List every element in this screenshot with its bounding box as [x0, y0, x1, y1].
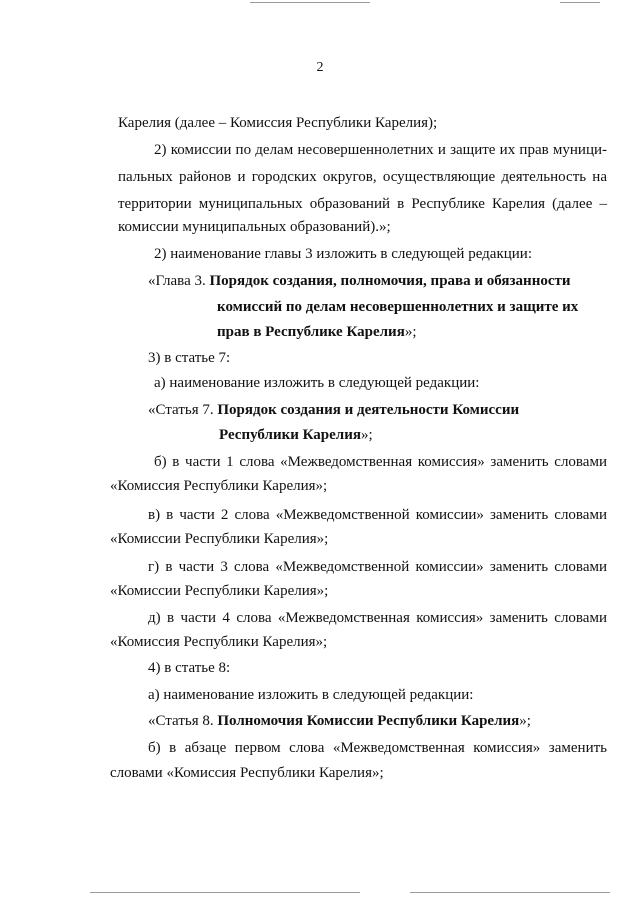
- scan-edge-mark: [250, 2, 370, 3]
- text-line: комиссии муниципальных образований).»;: [118, 219, 391, 235]
- text-line: пальных районов и городских округов, осуществляющие деятельность на: [118, 169, 607, 185]
- text-line: 4) в статье 8:: [148, 660, 231, 676]
- chapter-title: Порядок создания, полномочия, права и обязанности: [209, 273, 571, 289]
- text-line: г) в части 3 слова «Межведомственной комиссии» заменить словами: [148, 559, 607, 575]
- article-suffix: »;: [519, 713, 531, 729]
- article-prefix: «Статья 7.: [148, 402, 218, 418]
- text-line: территории муниципальных образований в Республике Карелия (далее –: [118, 196, 607, 212]
- chapter-heading-line: [148, 272, 571, 290]
- scan-edge-mark: [410, 892, 610, 893]
- article-suffix: »;: [360, 427, 373, 443]
- text-line: «Комиссии Республики Карелия»;: [110, 531, 329, 547]
- chapter-title: прав в Республике Карелия: [217, 324, 405, 340]
- text-line: 2) наименование главы 3 изложить в следующей редакции:: [154, 246, 532, 262]
- text-line: в) в части 2 слова «Межведомственной комиссии» заменить словами: [148, 507, 607, 523]
- text-line: 3) в статье 7:: [148, 350, 231, 366]
- text-line: «Комиссия Республики Карелия»;: [110, 634, 328, 650]
- text-line: д) в части 4 слова «Межведомственная комиссия» заменить словами: [148, 610, 607, 626]
- article-title: Республики Карелия: [219, 427, 361, 443]
- text-line: а) наименование изложить в следующей редакции:: [154, 375, 480, 391]
- text-line: Карелия (далее – Комиссия Республики Карелия);: [118, 115, 438, 131]
- scan-edge-mark: [90, 892, 360, 893]
- article-heading-line: [219, 426, 373, 444]
- article-title: Порядок создания и деятельности Комиссии: [217, 402, 520, 418]
- chapter-suffix: »;: [404, 324, 417, 340]
- text-line: «Комиссии Республики Карелия»;: [110, 583, 329, 599]
- article-title: Полномочия Комиссии Республики Карелия: [217, 713, 520, 729]
- text-line: 2) комиссии по делам несовершеннолетних и защите их прав муници-: [154, 142, 607, 158]
- page-number: 2: [316, 60, 324, 75]
- chapter-prefix: «Глава 3.: [148, 273, 210, 289]
- text-line: б) в части 1 слова «Межведомственная комиссия» заменить словами: [154, 454, 607, 470]
- text-line: а) наименование изложить в следующей редакции:: [148, 687, 474, 703]
- scan-edge-mark: [560, 2, 600, 3]
- text-line: б) в абзаце первом слова «Межведомственная комиссия» заменить: [148, 740, 607, 756]
- text-line: словами «Комиссия Республики Карелия»;: [110, 765, 384, 781]
- article-prefix: «Статья 8.: [148, 713, 218, 729]
- chapter-heading-line: [217, 323, 416, 341]
- chapter-title: комиссий по делам несовершеннолетних и защите их: [217, 299, 579, 315]
- article-heading-line: [148, 712, 531, 730]
- chapter-heading-line: [217, 298, 578, 316]
- text-line: «Комиссия Республики Карелия»;: [110, 478, 328, 494]
- article-heading-line: [148, 401, 519, 419]
